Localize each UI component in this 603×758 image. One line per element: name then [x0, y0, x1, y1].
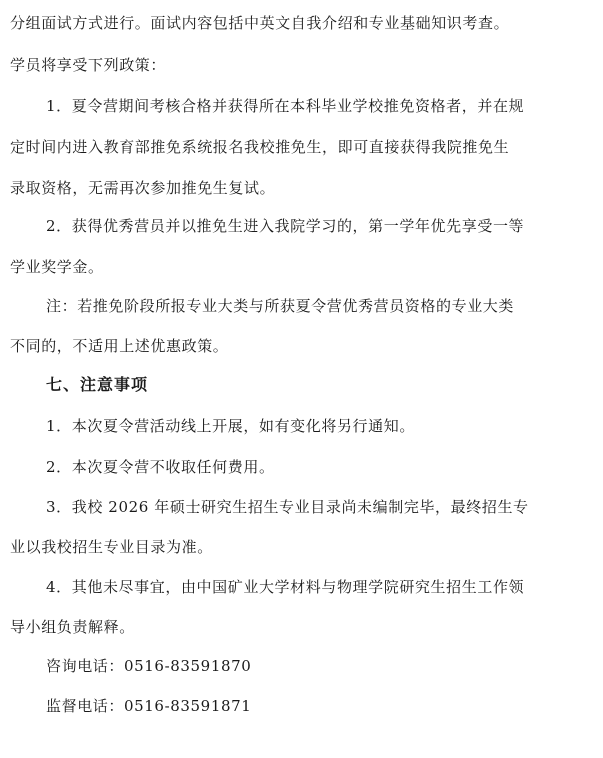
notice-item-2: 2．本次夏令营不收取任何费用。: [46, 458, 275, 476]
consult-phone: 咨询电话：0516-83591870: [46, 657, 252, 675]
supervise-phone: 监督电话：0516-83591871: [46, 697, 252, 715]
notice-item-4-line-2: 导小组负责解释。: [10, 618, 135, 636]
policy-2-line-1: 2．获得优秀营员并以推免生进入我院学习的，第一学年优先享受一等: [46, 217, 525, 235]
note-line-1: 注：若推免阶段所报专业大类与所获夏令营优秀营员资格的专业大类: [46, 297, 515, 315]
policy-2-line-2: 学业奖学金。: [10, 258, 104, 276]
notice-item-4-line-1: 4．其他未尽事宜，由中国矿业大学材料与物理学院研究生招生工作领: [46, 578, 525, 596]
notice-item-3-line-1: 3．我校 2026 年硕士研究生招生专业目录尚未编制完毕，最终招生专: [46, 498, 529, 516]
notice-item-1: 1．本次夏令营活动线上开展，如有变化将另行通知。: [46, 417, 415, 435]
note-line-2: 不同的，不适用上述优惠政策。: [10, 337, 229, 355]
policy-1-line-1: 1．夏令营期间考核合格并获得所在本科毕业学校推免资格者，并在规: [46, 97, 525, 115]
policy-1-line-2: 定时间内进入教育部推免系统报名我校推免生，即可直接获得我院推免生: [10, 138, 510, 156]
policy-1-line-3: 录取资格，无需再次参加推免生复试。: [10, 179, 276, 197]
section-7-heading: 七、注意事项: [46, 375, 149, 394]
intro-line-1: 分组面试方式进行。面试内容包括中英文自我介绍和专业基础知识考查。: [10, 14, 510, 32]
intro-line-2: 学员将享受下列政策：: [10, 56, 167, 74]
notice-item-3-line-2: 业以我校招生专业目录为准。: [10, 538, 213, 556]
